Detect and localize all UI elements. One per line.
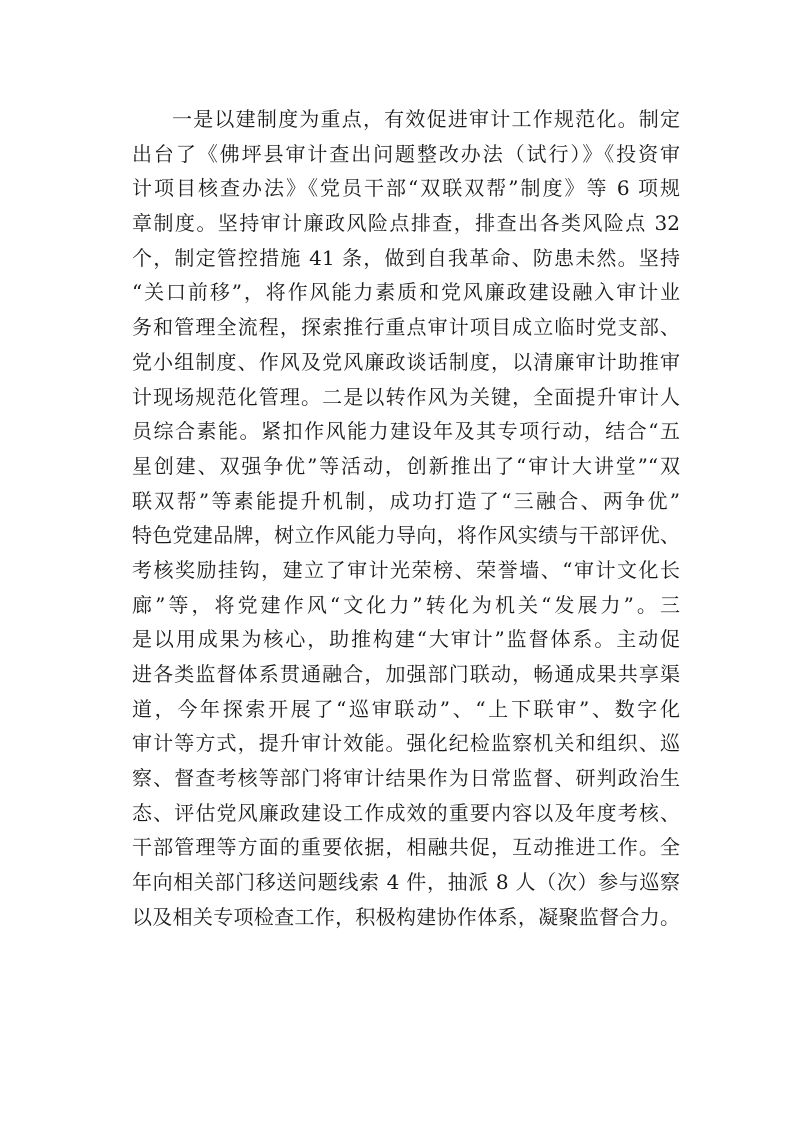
paragraph-line-22: 干部管理等方面的重要依据，相融共促，互动推进工作。全	[132, 835, 680, 860]
paragraph-line-1: 一是以建制度为重点，有效促进审计工作规范化。制定	[172, 107, 680, 131]
paragraph-line-8: 党小组制度、作风及党风廉政谈话制度，以清廉审计助推审	[132, 349, 680, 374]
paragraph-line-9: 计现场规范化管理。二是以转作风为关键，全面提升审计人	[132, 384, 680, 409]
paragraph-line-4: 章制度。坚持审计廉政风险点排查，排查出各类风险点 32	[132, 211, 680, 236]
paragraph-line-10: 员综合素能。紧扣作风能力建设年及其专项行动，结合“五	[132, 419, 680, 444]
paragraph-line-14: 考核奖励挂钩，建立了审计光荣榜、荣誉墙、“审计文化长	[132, 557, 680, 582]
paragraph-line-12: 联双帮”等素能提升机制，成功打造了“三融合、两争优”	[132, 488, 680, 513]
body-paragraph	[132, 102, 680, 935]
paragraph-line-2: 出台了《佛坪县审计查出问题整改办法（试行）》《投资审	[132, 141, 680, 166]
paragraph-line-6: “关口前移”，将作风能力素质和党风廉政建设融入审计业	[132, 280, 680, 305]
paragraph-line-7: 务和管理全流程，探索推行重点审计项目成立临时党支部、	[132, 315, 680, 340]
paragraph-line-18: 道，今年探索开展了“巡审联动”、“上下联审”、数字化	[132, 696, 680, 721]
paragraph-line-13: 特色党建品牌，树立作风能力导向，将作风实绩与干部评优、	[132, 523, 680, 548]
paragraph-line-21: 态、评估党风廉政建设工作成效的重要内容以及年度考核、	[132, 800, 680, 825]
paragraph-line-5: 个，制定管控措施 41 条，做到自我革命、防患未然。坚持	[132, 245, 680, 270]
paragraph-line-23: 年向相关部门移送问题线索 4 件，抽派 8 人（次）参与巡察	[132, 870, 680, 895]
paragraph-line-11: 星创建、双强争优”等活动，创新推出了“审计大讲堂”“双	[132, 453, 680, 478]
paragraph-line-3: 计项目核查办法》《党员干部“双联双帮”制度》等 6 项规	[132, 176, 680, 201]
paragraph-line-19: 审计等方式，提升审计效能。强化纪检监察机关和组织、巡	[132, 731, 680, 756]
paragraph-line-16: 是以用成果为核心，助推构建“大审计”监督体系。主动促	[132, 627, 680, 652]
paragraph-line-17: 进各类监督体系贯通融合，加强部门联动，畅通成果共享渠	[132, 662, 680, 686]
paragraph-line-15: 廊”等，将党建作风“文化力”转化为机关“发展力”。三	[132, 592, 680, 617]
paragraph-line-20: 察、督查考核等部门将审计结果作为日常监督、研判政治生	[132, 766, 680, 791]
paragraph-line-24: 以及相关专项检查工作，积极构建协作体系，凝聚监督合力。	[132, 904, 680, 929]
